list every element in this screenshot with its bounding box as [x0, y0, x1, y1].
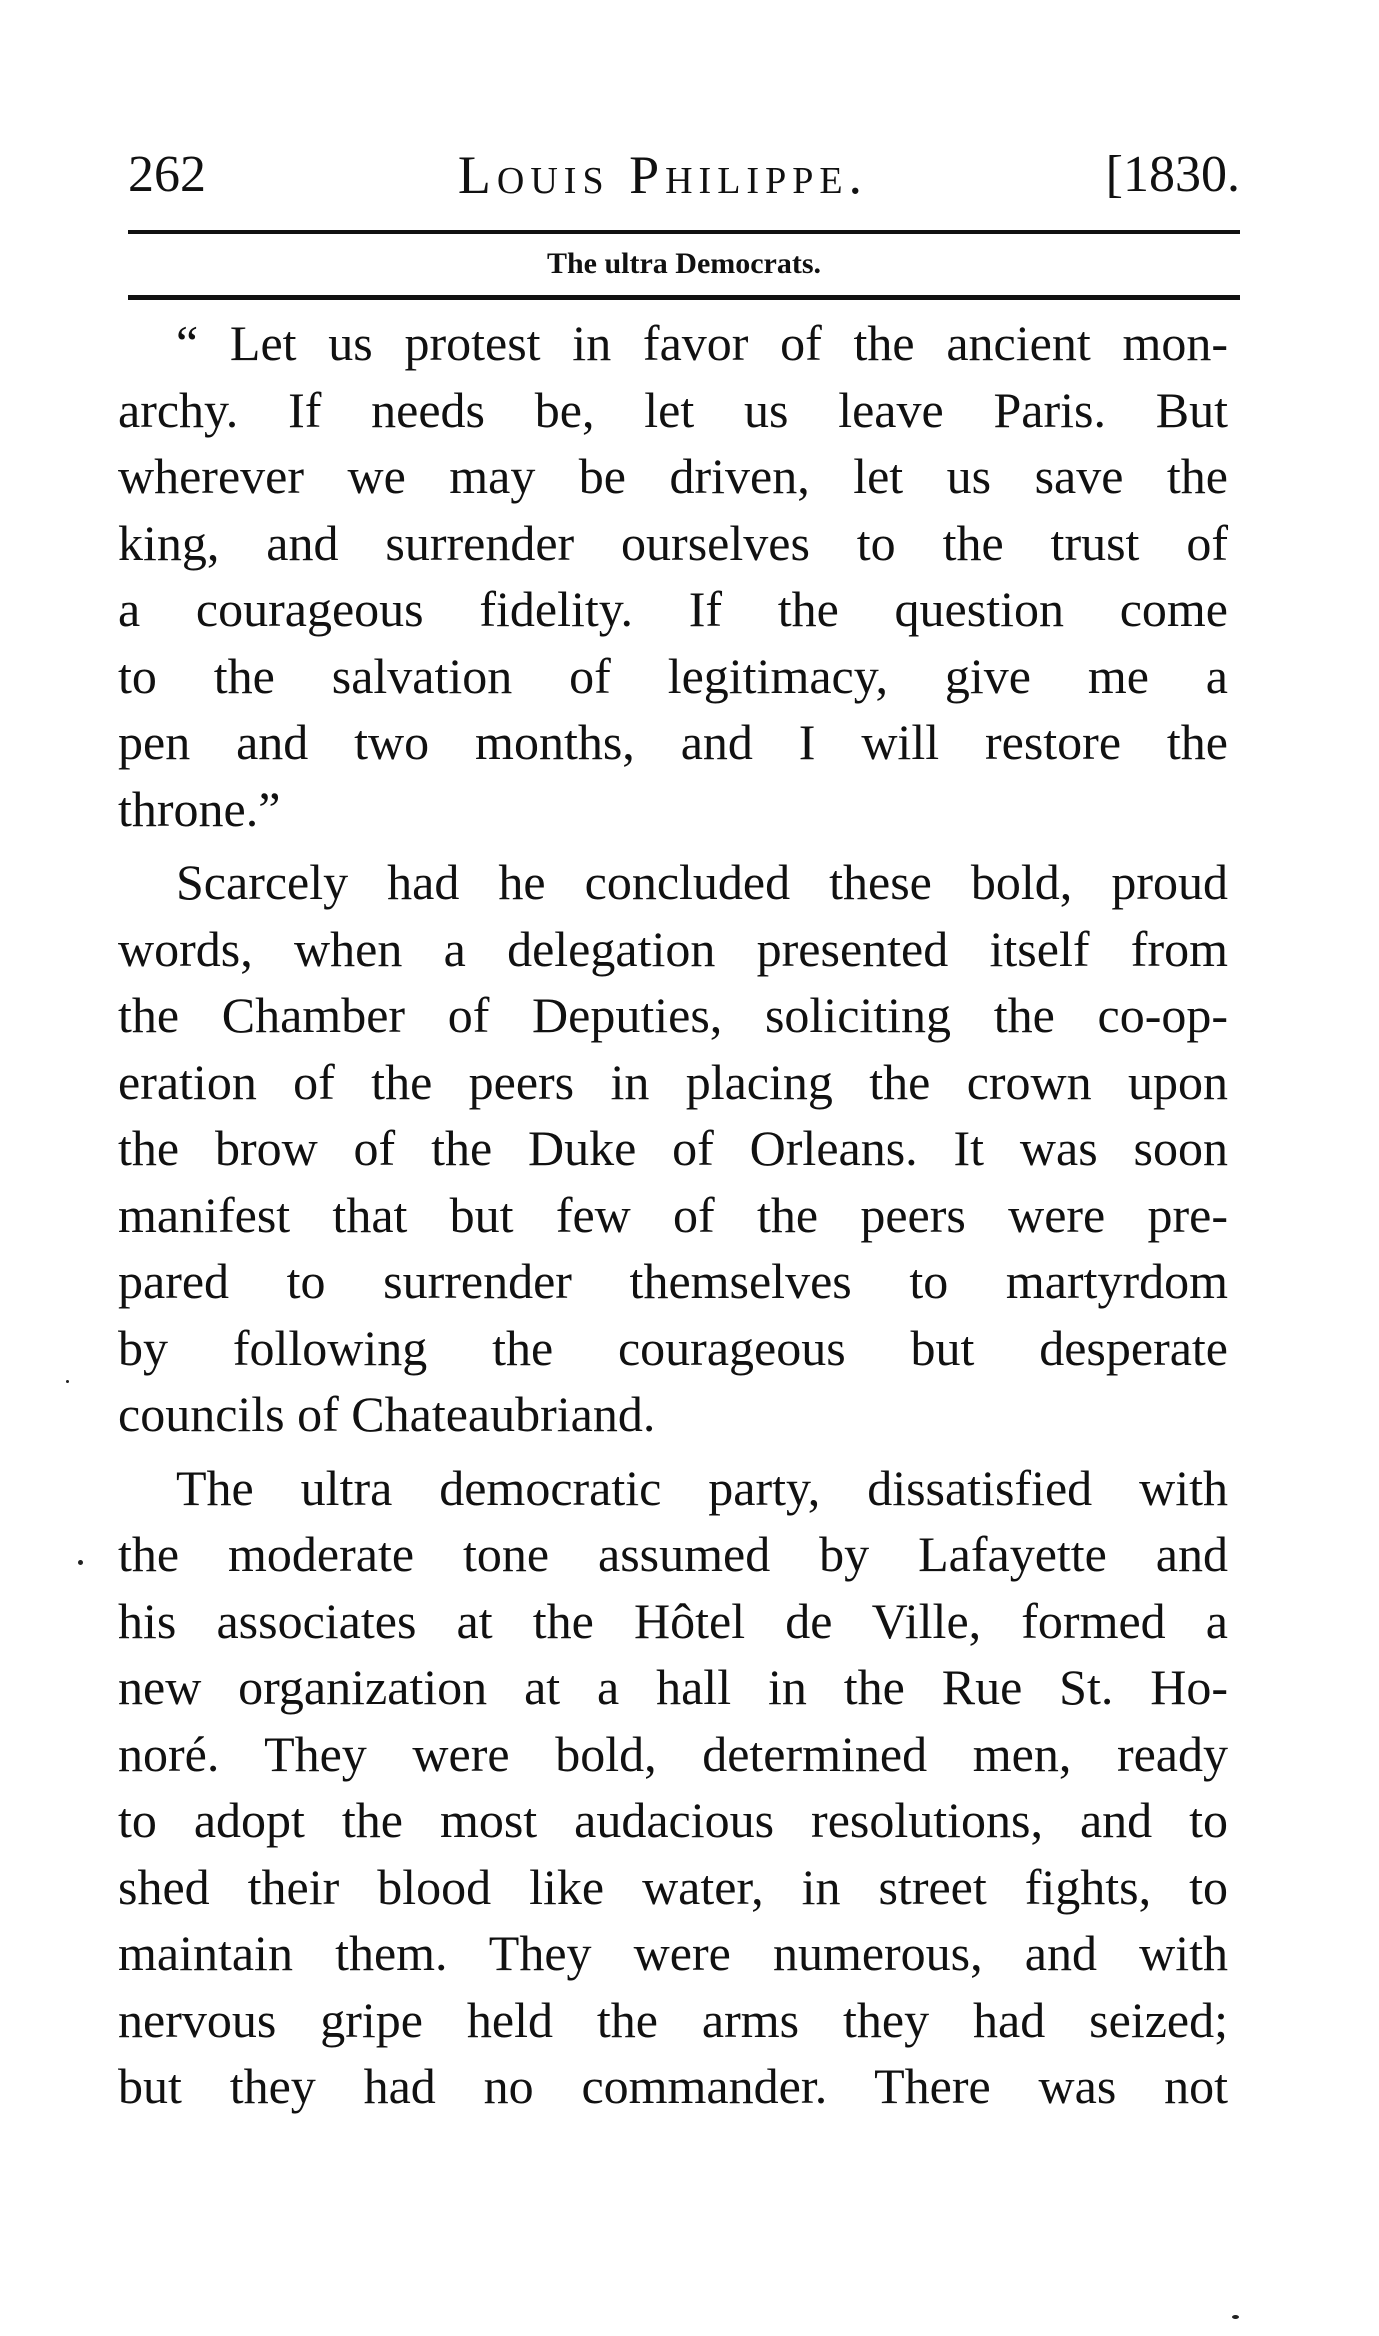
- text-line: to adopt the most audacious resolutions, and to: [118, 1792, 1228, 1848]
- print-speck: [66, 1380, 69, 1383]
- text-line: the brow of the Duke of Orleans. It was soon: [118, 1120, 1228, 1176]
- text-line: new organization at a hall in the Rue St. Ho-: [118, 1659, 1228, 1715]
- running-year: [1830.: [1105, 146, 1240, 203]
- text-line: throne.”: [118, 780, 281, 837]
- text-line: by following the courageous but desperate: [118, 1319, 1228, 1376]
- paragraph-gap: [118, 1448, 1228, 1455]
- running-head: [128, 140, 1240, 210]
- print-speck: [78, 1560, 83, 1565]
- paragraph-delegation: [118, 849, 1228, 1448]
- text-line: a courageous fidelity. If the question come: [118, 581, 1228, 637]
- text-line: Scarcely had he concluded these bold, proud: [176, 854, 1228, 910]
- header-rule-top: [128, 230, 1240, 234]
- text-line: the moderate tone assumed by Lafayette and: [118, 1526, 1228, 1582]
- text-line: “ Let us protest in favor of the ancient mon-: [176, 315, 1228, 371]
- text-line: his associates at the Hôtel de Ville, formed a: [118, 1592, 1228, 1649]
- text-line: maintain them. They were numerous, and with: [118, 1925, 1228, 1981]
- text-line: nervous gripe held the arms they had seized;: [118, 1991, 1228, 2048]
- page-number: 262: [128, 146, 206, 203]
- paragraph-quote: [118, 310, 1228, 842]
- text-line: wherever we may be driven, let us save the: [118, 448, 1228, 504]
- text-line: to the salvation of legitimacy, give me a: [118, 647, 1228, 704]
- text-line: manifest that but few of the peers were pre-: [118, 1186, 1228, 1243]
- text-line: eration of the peers in placing the crown upon: [118, 1053, 1228, 1110]
- text-line: king, and surrender ourselves to the trust of: [118, 514, 1228, 571]
- paragraph-gap: [118, 842, 1228, 849]
- header-rule-bottom: [128, 295, 1240, 300]
- print-speck: [1232, 2315, 1239, 2319]
- text-line: pen and two months, and I will restore the: [118, 714, 1228, 770]
- text-line: words, when a delegation presented itself from: [118, 920, 1228, 977]
- text-line: but they had no commander. There was not: [118, 2058, 1228, 2114]
- text-line: councils of Chateaubriand.: [118, 1386, 656, 1442]
- text-line: The ultra democratic party, dissatisfied with: [176, 1459, 1228, 1516]
- text-line: noré. They were bold, determined men, ready: [118, 1725, 1228, 1782]
- paragraph-ultra-democrats: [118, 1455, 1228, 2120]
- text-line: shed their blood like water, in street fights, to: [118, 1858, 1228, 1915]
- text-line: the Chamber of Deputies, soliciting the co-op-: [118, 987, 1228, 1043]
- text-line: pared to surrender themselves to martyrdom: [118, 1253, 1228, 1309]
- section-heading: The ultra Democrats.: [546, 247, 822, 280]
- running-title: Louis Philippe.: [457, 145, 869, 205]
- text-line: archy. If needs be, let us leave Paris. But: [118, 381, 1228, 438]
- body-text: [118, 310, 1228, 2120]
